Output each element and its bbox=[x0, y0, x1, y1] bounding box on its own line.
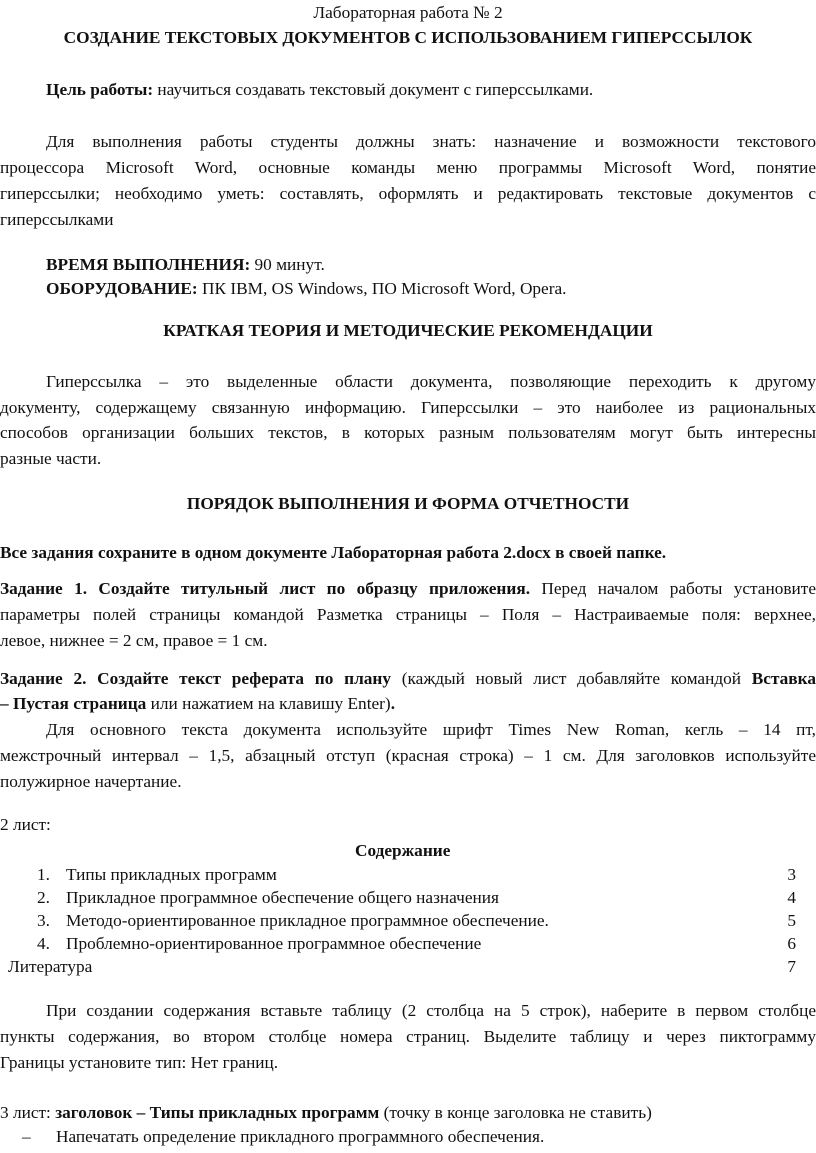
sheet2-note-line-2: пункты содержания, во втором столбце номера страниц. Выделите таблицу и через пиктограмму bbox=[0, 1027, 816, 1046]
theory-line-1: Гиперссылка – это выделенные области документа, позволяющие переходить к другому bbox=[46, 372, 816, 391]
toc-row-number: 2. bbox=[37, 888, 50, 907]
toc-row-number: 4. bbox=[37, 934, 50, 953]
lab-number: Лабораторная работа № 2 bbox=[313, 3, 503, 22]
toc-literature-page: 7 bbox=[787, 957, 796, 976]
task2-line-1-rest: (каждый новый лист добавляйте командой bbox=[391, 669, 752, 688]
goal-text: научиться создавать текстовый документ с гиперссылками. bbox=[153, 80, 594, 99]
toc-row-number: 1. bbox=[37, 865, 50, 884]
task2-para-line-3: полужирное начертание. bbox=[0, 772, 182, 791]
toc-row bbox=[0, 885, 816, 909]
task2-label: Задание 2. Создайте текст реферата по плану bbox=[0, 669, 392, 688]
requirements-line-1: Для выполнения работы студенты должны знать: назначение и возможности текстового bbox=[46, 132, 816, 151]
sheet3-heading-bold: заголовок – Типы прикладных программ bbox=[55, 1103, 380, 1122]
theory-heading: КРАТКАЯ ТЕОРИЯ И МЕТОДИЧЕСКИЕ РЕКОМЕНДАЦИИ bbox=[163, 321, 653, 340]
task1-line-1 bbox=[0, 576, 816, 602]
task2-line-1-bold-end: Вставка bbox=[751, 669, 816, 688]
procedure-heading: ПОРЯДОК ВЫПОЛНЕНИЯ И ФОРМА ОТЧЕТНОСТИ bbox=[186, 494, 630, 513]
equipment-line bbox=[46, 276, 566, 302]
requirements-line-3: гиперссылки; необходимо уметь: составлять, оформлять и редактировать текстовые документов с bbox=[0, 184, 816, 203]
sheet3-line bbox=[0, 1100, 652, 1126]
equipment-label: ОБОРУДОВАНИЕ: bbox=[46, 279, 198, 298]
theory-line-4: разные части. bbox=[0, 449, 102, 468]
task2-line-2 bbox=[0, 691, 395, 717]
equipment-value: ПК IBM, OS Windows, ПО Microsoft Word, Opera. bbox=[197, 279, 567, 298]
task2-para-line-1: Для основного текста документа используйте шрифт Times New Roman, кегль – 14 пт, bbox=[46, 720, 816, 739]
goal-line bbox=[46, 77, 593, 103]
toc-row-literature bbox=[0, 954, 816, 978]
requirements-line-2: процессора Microsoft Word, основные команды меню программы Microsoft Word, понятие bbox=[0, 158, 816, 177]
sheet2-note-line-1: При создании содержания вставьте таблицу (2 столбца на 5 строк), наберите в первом столбце bbox=[46, 1001, 816, 1020]
task1-line-2: параметры полей страницы командой Разметка страницы – Поля – Настраиваемые поля: верхнее, bbox=[0, 605, 816, 624]
time-label: ВРЕМЯ ВЫПОЛНЕНИЯ: bbox=[46, 255, 251, 274]
task1-label: Задание 1. Создайте титульный лист по образцу приложения. bbox=[0, 579, 531, 598]
toc-row bbox=[0, 862, 816, 886]
toc-row bbox=[0, 908, 816, 932]
task2-para-line-2: межстрочный интервал – 1,5, абзацный отступ (красная строка) – 1 см. Для заголовков используйте bbox=[0, 746, 816, 765]
task2-line-2-end: . bbox=[390, 694, 396, 713]
toc-literature-text: Литература bbox=[8, 957, 93, 976]
toc-row-text: Методо-ориентированное прикладное программное обеспечение. bbox=[66, 911, 549, 930]
save-note: Все задания сохраните в одном документе Лабораторная работа 2.docx в своей папке. bbox=[0, 543, 667, 562]
sheet2-note-line-3: Границы установите тип: Нет границ. bbox=[0, 1053, 279, 1072]
bullet-dash: – bbox=[22, 1127, 31, 1146]
toc-row-text: Прикладное программное обеспечение общего назначения bbox=[66, 888, 499, 907]
sheet2-label: 2 лист: bbox=[0, 815, 51, 834]
toc-row-text: Типы прикладных программ bbox=[66, 865, 277, 884]
document-title: СОЗДАНИЕ ТЕКСТОВЫХ ДОКУМЕНТОВ С ИСПОЛЬЗОВАНИЕМ ГИПЕРССЫЛОК bbox=[63, 28, 753, 47]
toc-row-number: 3. bbox=[37, 911, 50, 930]
task2-line-1 bbox=[0, 666, 816, 692]
toc-row bbox=[0, 931, 816, 955]
task1-line-3: левое, нижнее = 2 см, правое = 1 см. bbox=[0, 631, 268, 650]
time-value: 90 минут. bbox=[250, 255, 325, 274]
sheet3-heading-rest: (точку в конце заголовка не ставить) bbox=[379, 1103, 652, 1122]
toc-title: Содержание bbox=[355, 841, 451, 860]
requirements-line-4: гиперссылками bbox=[0, 210, 114, 229]
toc-row-page: 5 bbox=[787, 911, 796, 930]
sheet3-label: 3 лист: bbox=[0, 1103, 56, 1122]
toc-row-page: 3 bbox=[787, 865, 796, 884]
theory-line-2: документу, содержащему связанную информацию. Гиперссылки – это наиболее из рациональных bbox=[0, 398, 816, 417]
bullet-text: Напечатать определение прикладного программного обеспечения. bbox=[56, 1127, 545, 1146]
toc-row-page: 6 bbox=[787, 934, 796, 953]
toc-row-page: 4 bbox=[787, 888, 796, 907]
task1-line-1-rest: Перед началом работы установите bbox=[530, 579, 816, 598]
theory-line-3: способов организации больших текстов, в которых разным пользователям могут быть интересны bbox=[0, 423, 816, 442]
task2-line-2-rest: или нажатием на клавишу Enter) bbox=[146, 694, 391, 713]
time-line bbox=[46, 252, 325, 278]
toc-row-text: Проблемно-ориентированное программное обеспечение bbox=[66, 934, 482, 953]
goal-label: Цель работы: bbox=[46, 80, 154, 99]
task2-line-2-bold: – Пустая страница bbox=[0, 694, 147, 713]
